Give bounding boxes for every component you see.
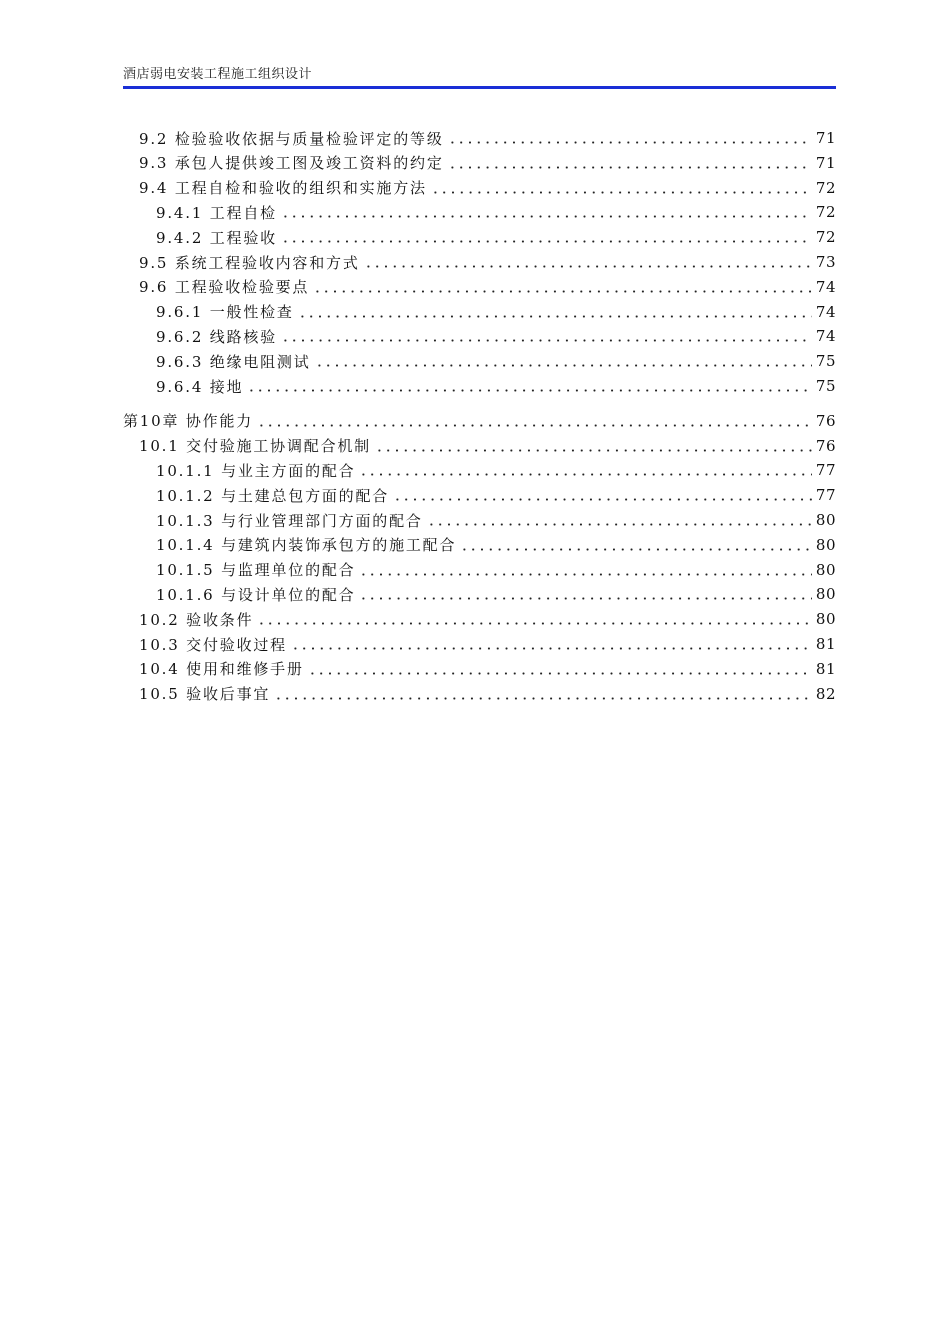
toc-dot-leader bbox=[393, 498, 812, 501]
toc-entry[interactable] bbox=[156, 458, 836, 482]
toc-entry-label: 10.1 交付验施工协调配合机制 bbox=[139, 437, 371, 456]
toc-dot-leader bbox=[281, 215, 812, 218]
toc-entry-page: 77 bbox=[815, 486, 836, 505]
toc-entry[interactable] bbox=[156, 508, 836, 532]
toc-entry[interactable] bbox=[139, 275, 836, 299]
toc-dot-leader bbox=[308, 672, 812, 675]
toc-entry-page: 72 bbox=[815, 228, 836, 247]
toc-entry-label: 9.4 工程自检和验收的组织和实施方法 bbox=[139, 179, 427, 198]
toc-entry-label: 10.3 交付验收过程 bbox=[139, 635, 287, 654]
toc-dot-leader bbox=[427, 523, 812, 526]
toc-dot-leader bbox=[359, 473, 811, 476]
toc-entry[interactable] bbox=[139, 657, 836, 681]
toc-entry-page: 76 bbox=[815, 411, 836, 430]
toc-entry-page: 72 bbox=[815, 178, 836, 197]
toc-dot-leader bbox=[364, 265, 812, 268]
toc-entry[interactable] bbox=[139, 250, 836, 274]
toc-entry-page: 81 bbox=[815, 659, 836, 678]
toc-entry-label: 9.6 工程验收检验要点 bbox=[139, 278, 310, 297]
toc-entry[interactable] bbox=[139, 682, 836, 706]
toc-entry[interactable] bbox=[139, 151, 836, 175]
toc-entry[interactable] bbox=[156, 483, 836, 507]
toc-entry-label: 9.3 承包人提供竣工图及竣工资料的约定 bbox=[139, 154, 444, 173]
toc-entry-label: 10.1.1 与业主方面的配合 bbox=[156, 461, 356, 480]
toc-entry-page: 73 bbox=[815, 253, 836, 271]
toc-dot-leader bbox=[291, 647, 812, 650]
toc-dot-leader bbox=[274, 697, 812, 700]
toc-entry[interactable] bbox=[156, 374, 836, 398]
toc-dot-leader bbox=[359, 597, 811, 600]
toc-entry[interactable] bbox=[156, 533, 836, 557]
toc-entry-label: 9.6.2 线路核验 bbox=[156, 327, 277, 346]
toc-entry-label: 9.4.2 工程验收 bbox=[156, 228, 277, 247]
toc-entry-page: 71 bbox=[815, 153, 836, 172]
toc-entry-label: 10.1.6 与设计单位的配合 bbox=[156, 585, 356, 604]
toc-entry-label: 9.6.3 绝缘电阻测试 bbox=[156, 352, 311, 371]
toc-entry-page: 74 bbox=[815, 277, 836, 296]
toc-dot-leader bbox=[281, 240, 812, 243]
toc-dot-leader bbox=[257, 424, 812, 427]
toc-entry-label: 10.1.5 与监理单位的配合 bbox=[156, 561, 356, 580]
toc-entry-label: 9.6.1 一般性检查 bbox=[156, 303, 294, 322]
toc-entry[interactable] bbox=[139, 126, 836, 150]
toc-dot-leader bbox=[298, 315, 812, 318]
toc-entry-page: 82 bbox=[815, 684, 836, 703]
toc-entry[interactable] bbox=[139, 632, 836, 656]
toc-dot-leader bbox=[247, 389, 812, 392]
toc-entry-page: 76 bbox=[815, 436, 836, 455]
document-title: 酒店弱电安装工程施工组织设计 bbox=[123, 67, 313, 82]
toc-entry[interactable] bbox=[156, 558, 836, 582]
toc-entry[interactable] bbox=[139, 434, 836, 458]
toc-entry-page: 75 bbox=[815, 377, 836, 395]
toc-entry-page: 80 bbox=[815, 560, 836, 579]
toc-dot-leader bbox=[281, 339, 812, 342]
toc-entry[interactable] bbox=[139, 176, 836, 200]
toc-entry[interactable] bbox=[156, 582, 836, 606]
toc-entry-page: 80 bbox=[815, 585, 836, 604]
toc-entry-page: 80 bbox=[815, 610, 836, 629]
toc-entry[interactable] bbox=[123, 409, 836, 433]
toc-dot-leader bbox=[315, 364, 812, 367]
page-header bbox=[123, 66, 836, 89]
toc-entry-page: 74 bbox=[815, 302, 836, 321]
toc-entry[interactable] bbox=[156, 300, 836, 324]
toc-entry-label: 10.4 使用和维修手册 bbox=[139, 660, 304, 679]
toc-dot-leader bbox=[359, 573, 811, 576]
toc-entry-label: 10.2 验收条件 bbox=[139, 610, 254, 629]
header-rule bbox=[123, 86, 836, 89]
toc-entry[interactable] bbox=[156, 324, 836, 348]
toc-entry-label: 10.1.2 与土建总包方面的配合 bbox=[156, 486, 390, 505]
toc-entry-label: 9.5 系统工程验收内容和方式 bbox=[139, 253, 360, 272]
toc-entry-page: 71 bbox=[815, 129, 836, 147]
toc-dot-leader bbox=[375, 449, 812, 452]
toc-dot-leader bbox=[448, 141, 812, 144]
toc-entry-page: 81 bbox=[815, 635, 836, 653]
toc-dot-leader bbox=[257, 622, 812, 625]
toc-entry-page: 75 bbox=[815, 352, 836, 371]
toc-entry[interactable] bbox=[156, 200, 836, 224]
toc-dot-leader bbox=[448, 166, 812, 169]
toc-entry-label: 第10章 协作能力 bbox=[123, 412, 254, 431]
toc-entry[interactable] bbox=[139, 607, 836, 631]
toc-entry-label: 10.1.3 与行业管理部门方面的配合 bbox=[156, 511, 423, 530]
toc-dot-leader bbox=[313, 290, 812, 293]
toc-entry-page: 74 bbox=[815, 327, 836, 346]
toc-dot-leader bbox=[460, 548, 812, 551]
toc-entry[interactable] bbox=[156, 349, 836, 373]
toc-entry-page: 80 bbox=[815, 535, 836, 554]
toc-entry-label: 10.1.4 与建筑内装饰承包方的施工配合 bbox=[156, 536, 457, 555]
toc-entry-page: 72 bbox=[815, 203, 836, 222]
toc-dot-leader bbox=[431, 191, 812, 194]
toc-entry-page: 80 bbox=[815, 511, 836, 529]
toc-entry-page: 77 bbox=[815, 461, 836, 480]
toc-entry-label: 10.5 验收后事宜 bbox=[139, 685, 271, 704]
toc-entry-label: 9.4.1 工程自检 bbox=[156, 203, 277, 222]
toc-entry-label: 9.2 检验验收依据与质量检验评定的等级 bbox=[139, 129, 444, 148]
toc-entry[interactable] bbox=[156, 225, 836, 249]
toc-entry-label: 9.6.4 接地 bbox=[156, 377, 244, 396]
